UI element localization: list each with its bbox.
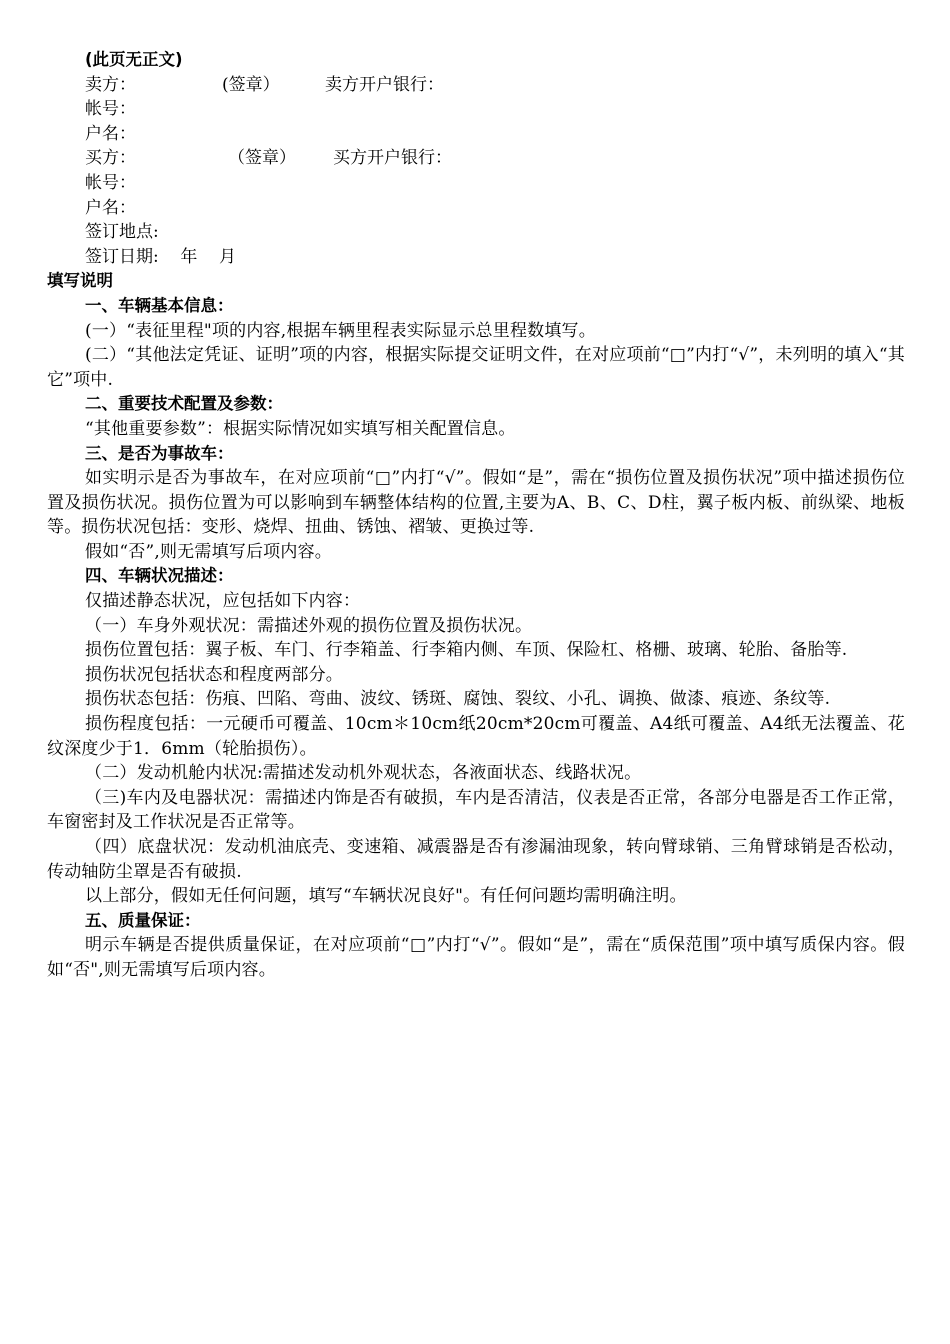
paragraph: 假如“否”,则无需填写后项内容。 [85, 541, 332, 562]
buyer-label: 买方： [85, 148, 136, 169]
instructions-title: 填写说明 [47, 271, 113, 291]
buyer-account-label: 帐号： [85, 172, 136, 193]
seller-bank-label: 卖方开户银行： [325, 74, 444, 95]
buyer-line [47, 146, 905, 171]
buyer-seal: （签章） [228, 148, 296, 169]
seller-name-label: 户名： [85, 123, 136, 144]
section-heading: 三、是否为事故车： [85, 443, 234, 463]
paragraph: （四）底盘状况：发动机油底壳、变速箱、减震器是否有渗漏油现象，转向臂球销、三角臂球销是否松动，传动轴防尘罩是否有破损. [47, 837, 905, 882]
paragraph: （一）车身外观状况：需描述外观的损伤位置及损伤状况。 [85, 615, 533, 636]
no-text-note: (此页无正文) [85, 50, 183, 69]
section-heading: 五、质量保证： [85, 910, 201, 930]
buyer-name-label: 户名： [85, 197, 136, 218]
paragraph: 以上部分，假如无任何问题，填写“车辆状况良好"。有任何问题均需明确注明。 [85, 886, 687, 907]
paragraph: （二）发动机舱内状况:需描述发动机外观状态，各液面状态、线路状况。 [85, 763, 642, 784]
paragraph: (二）“其他法定凭证、证明”项的内容，根据实际提交证明文件，在对应项前“□”内打“√”，未列明的填入“其它”项中. [47, 345, 905, 390]
paragraph: “其他重要参数”：根据实际情况如实填写相关配置信息。 [85, 418, 516, 439]
paragraph: 明示车辆是否提供质量保证，在对应项前“□”内打“√”。假如“是”，需在“质保范围”项中填写质保内容。假如“否",则无需填写后项内容。 [47, 935, 905, 980]
paragraph: 损伤位置包括：翼子板、车门、行李箱盖、行李箱内侧、车顶、保险杠、格栅、玻璃、轮胎、备胎等. [85, 640, 848, 661]
section-heading: 四、车辆状况描述： [85, 566, 234, 586]
signing-place-label: 签订地点: [85, 222, 159, 243]
seller-account-label: 帐号： [85, 99, 136, 120]
buyer-bank-label: 买方开户银行： [333, 148, 452, 169]
paragraph: (一）“表征里程"项的内容,根据车辆里程表实际显示总里程数填写。 [85, 320, 596, 341]
paragraph: 仅描述静态状况，应包括如下内容： [85, 591, 361, 612]
seller-seal: (签章） [222, 74, 280, 95]
paragraph: 损伤程度包括：一元硬币可覆盖、10cm＊10cm纸20cm*20cm可覆盖、A4纸可覆盖、A4纸无法覆盖、花纹深度少于1．6mm（轮胎损伤）。 [47, 714, 905, 759]
paragraph: 损伤状态包括：伤痕、凹陷、弯曲、波纹、锈斑、腐蚀、裂纹、小孔、调换、做漆、痕迹、条纹等. [85, 689, 831, 710]
paragraph: 损伤状况包括状态和程度两部分。 [85, 664, 343, 685]
section-heading: 一、车辆基本信息： [85, 295, 234, 315]
document-page [47, 48, 905, 983]
signing-date-label: 签订日期: 年 月 [85, 246, 236, 267]
paragraph: 如实明示是否为事故车，在对应项前“□”内打“√”。假如“是”，需在“损伤位置及损伤状况”项中描述损伤位置及损伤状况。损伤位置为可以影响到车辆整体结构的位置,主要为A、B、C、D柱，翼子板内板、前纵梁、地板等。损伤状况包括：变形、烧焊、扭曲、锈蚀、褶皱、更换过等. [47, 468, 905, 538]
seller-label: 卖方： [85, 74, 136, 95]
section-heading: 二、重要技术配置及参数： [85, 394, 283, 414]
seller-line [47, 73, 905, 98]
paragraph: （三)车内及电器状况：需描述内饰是否有破损，车内是否清洁，仪表是否正常，各部分电器是否工作正常，车窗密封及工作状况是否正常等。 [47, 787, 905, 833]
